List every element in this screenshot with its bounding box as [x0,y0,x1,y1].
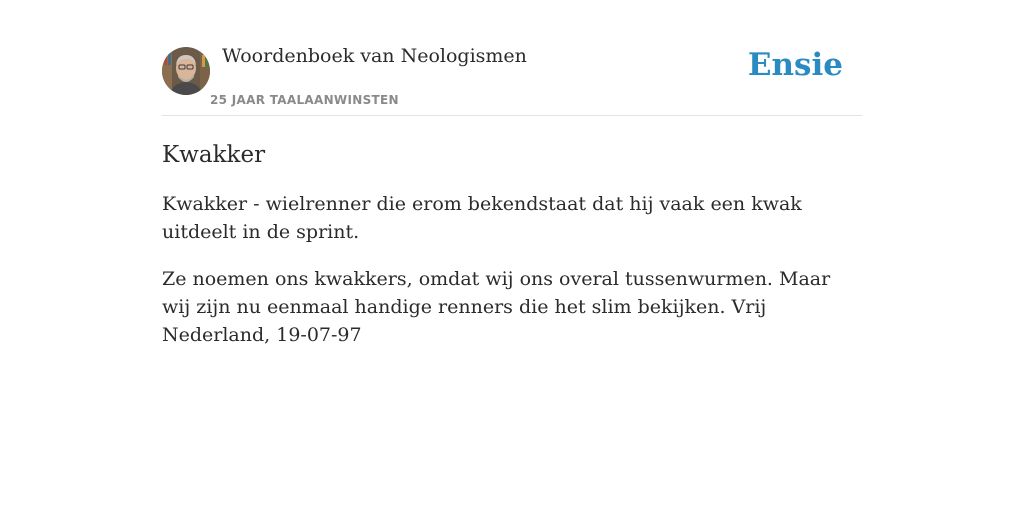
author-portrait-icon[interactable] [162,47,210,95]
entry-body [162,190,862,349]
entry-quote: Ze noemen ons kwakkers, omdat wij ons overal tussenwurmen. Maar wij zijn nu eenmaal handige renners die het slim bekijken. Vrij Nederland, 19-07-97 [162,267,831,346]
entry-title: Kwakker [162,142,266,168]
content-container [162,0,862,368]
site-title[interactable]: Woordenboek van Neologismen [222,45,527,67]
site-tagline: 25 JAAR TAALAANWINSTEN [210,93,399,107]
ensie-logo[interactable]: Ensie [747,47,843,83]
entry-definition: Kwakker - wielrenner die erom bekendstaat dat hij vaak een kwak uitdeelt in de sprint. [162,192,802,243]
page-header [162,0,862,116]
